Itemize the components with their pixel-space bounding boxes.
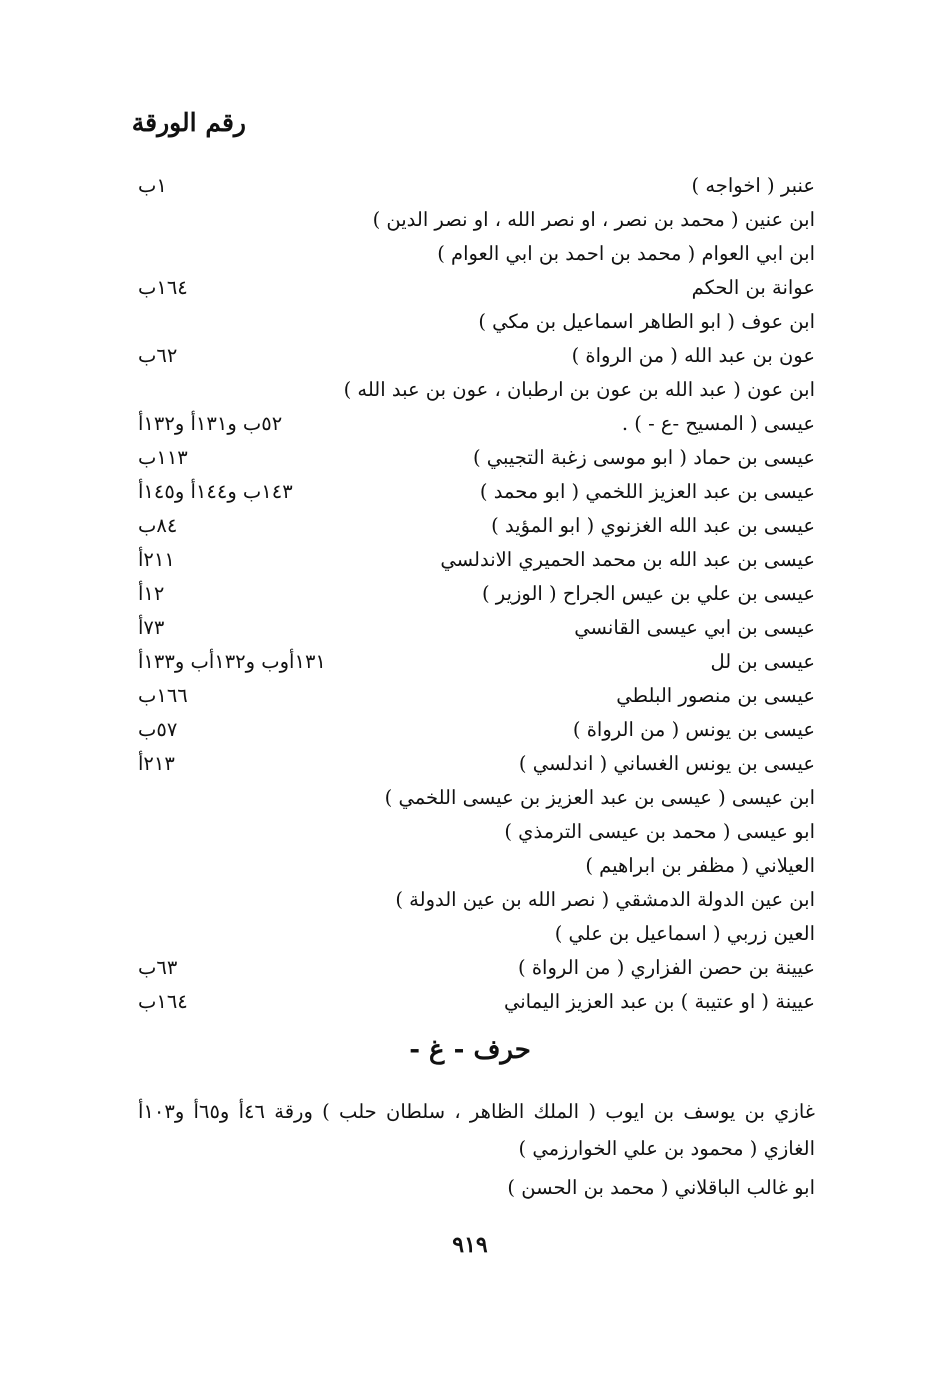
section-entry: ابو غالب الباقلاني ( محمد بن الحسن ) — [507, 1176, 815, 1199]
entry-name: ابن عين الدولة الدمشقي ( نصر الله بن عين الدولة ) — [395, 888, 815, 911]
entry-name: عيسى بن ابي عيسى القانسي — [574, 616, 815, 639]
index-entry — [0, 888, 940, 922]
entry-ref: ١٦٤ب — [138, 990, 188, 1013]
index-entry — [0, 412, 940, 446]
index-entry — [0, 480, 940, 514]
entry-name: ابن ابي العوام ( محمد بن احمد بن ابي العوام ) — [437, 242, 815, 265]
index-entry — [0, 514, 940, 548]
entry-ref: ١ب — [138, 174, 167, 197]
entry-ref: ٧٣أ — [138, 616, 165, 639]
entry-name: ابن عيسى ( عيسى بن عبد العزيز بن عيسى اللخمي ) — [384, 786, 815, 809]
entry-ref: ٥٢ب و١٣١أ و١٣٢أ — [138, 412, 283, 435]
index-entry — [0, 752, 940, 786]
index-entry — [0, 956, 940, 990]
entry-ref: ٦٣ب — [138, 956, 178, 979]
index-entry — [0, 344, 940, 378]
index-entry — [0, 446, 940, 480]
entry-ref: ٥٧ب — [138, 718, 178, 741]
index-entry — [0, 616, 940, 650]
index-entry — [0, 548, 940, 582]
index-entry — [0, 684, 940, 718]
entry-name: عيسى بن عبد العزيز اللخمي ( ابو محمد ) — [479, 480, 815, 503]
entry-name: عيسى بن حماد ( ابو موسى زغبة التجيبي ) — [472, 446, 815, 469]
entry-name: عيينة ( او عتيبة ) بن عبد العزيز اليماني — [503, 990, 815, 1013]
section-heading: حرف - غ - — [409, 1035, 531, 1065]
index-entry — [0, 276, 940, 310]
index-entry — [0, 242, 940, 276]
entry-name: عيسى بن يونس الغساني ( اندلسي ) — [518, 752, 815, 775]
index-entry — [0, 820, 940, 854]
entry-name: عيسى بن عبد الله الغزنوي ( ابو المؤيد ) — [491, 514, 815, 537]
column-title: رقم الورقة — [131, 108, 246, 137]
entry-name: العين زربي ( اسماعيل بن علي ) — [554, 922, 815, 945]
entry-ref: ١٤٣ب و١٤٤أ و١٤٥أ — [138, 480, 293, 503]
entry-name: ابن عوف ( ابو الطاهر اسماعيل بن مكي ) — [478, 310, 815, 333]
index-entry — [0, 650, 940, 684]
entry-name: عوانة بن الحكم — [691, 276, 815, 299]
page-number: ٩١٩ — [452, 1232, 488, 1258]
index-entry — [0, 990, 940, 1024]
entry-name: عيينة بن حصن الفزاري ( من الرواة ) — [518, 956, 815, 979]
entry-name: عيسى بن علي بن عيس الجراح ( الوزير ) — [482, 582, 815, 605]
entry-name: ابن عنين ( محمد بن نصر ، او نصر الله ، او نصر الدين ) — [372, 208, 815, 231]
entry-name: عيسى بن لل — [710, 650, 815, 673]
index-entry — [0, 378, 940, 412]
index-entry — [0, 208, 940, 242]
index-entry — [0, 922, 940, 956]
entry-ref: ٢١٣أ — [138, 752, 175, 775]
entry-ref: ٦٢ب — [138, 344, 178, 367]
entry-name: ابن عون ( عبد الله بن عون بن ارطبان ، عون بن عبد الله ) — [343, 378, 815, 401]
section-entry: الغازي ( محمود بن علي الخوارزمي ) — [518, 1137, 815, 1160]
entry-ref: ١٢أ — [138, 582, 165, 605]
index-entry — [0, 718, 940, 752]
index-entry — [0, 786, 940, 820]
entry-name: عنبر ( اخواجه ) — [691, 174, 815, 197]
index-entry — [0, 174, 940, 208]
entry-name: عون بن عبد الله ( من الرواة ) — [571, 344, 815, 367]
section-entry: غازي بن يوسف بن ايوب ( الملك الظاهر ، سلطان حلب ) ورقة ٤٦أ و٦٥أ و١٠٣أ — [138, 1100, 815, 1123]
entry-ref: ٨٤ب — [138, 514, 178, 537]
index-entry — [0, 310, 940, 344]
entry-ref: ١١٣ب — [138, 446, 188, 469]
entry-name: عيسى ( المسيح -ع - ) . — [621, 412, 815, 435]
entry-ref: ٢١١أ — [138, 548, 175, 571]
entry-name: عيسى بن منصور البلطي — [616, 684, 815, 707]
entry-name: ابو عيسى ( محمد بن عيسى الترمذي ) — [504, 820, 815, 843]
entry-ref: ١٦٦ب — [138, 684, 188, 707]
entry-name: عيسى بن عبد الله بن محمد الحميري الاندلسي — [440, 548, 815, 571]
index-entry — [0, 854, 940, 888]
entry-name: عيسى بن يونس ( من الرواة ) — [572, 718, 815, 741]
entry-name: العيلاني ( مظفر بن ابراهيم ) — [585, 854, 815, 877]
entry-ref: ١٣١أوب و١٣٢أب و١٣٣أ — [138, 650, 326, 673]
entry-ref: ١٦٤ب — [138, 276, 188, 299]
index-entry — [0, 582, 940, 616]
